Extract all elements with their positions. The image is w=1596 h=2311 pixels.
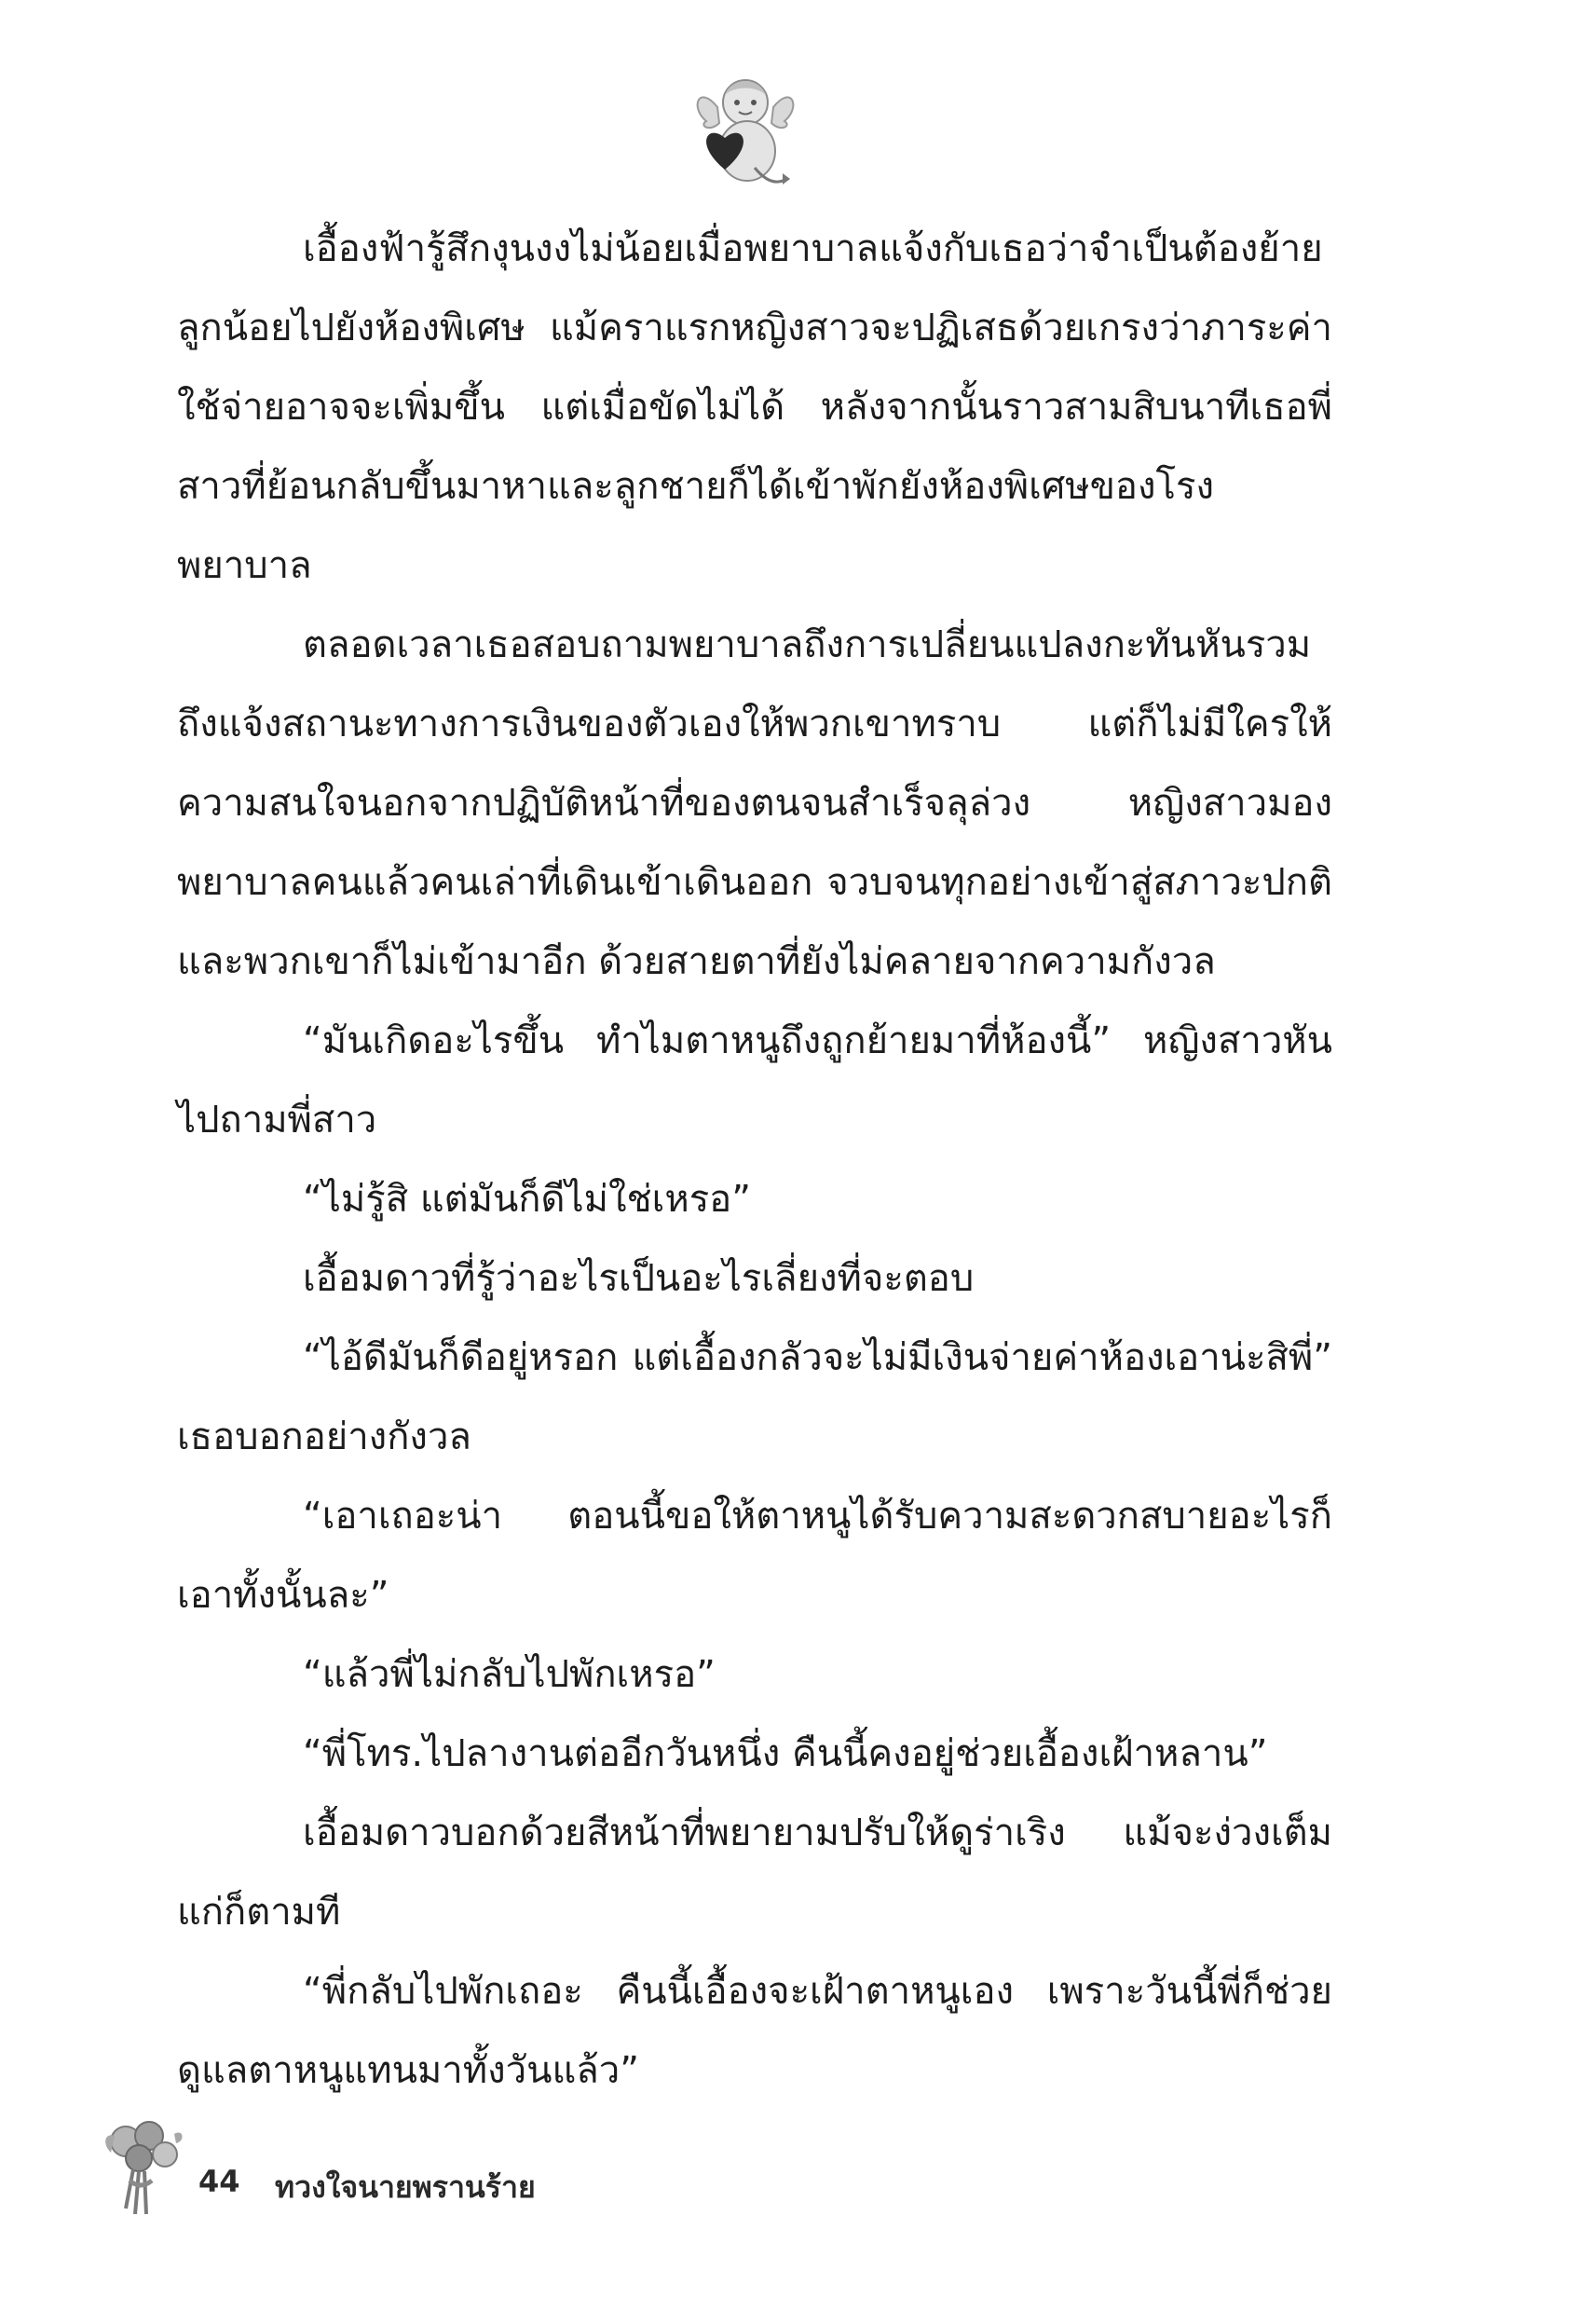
page-footer [98,2115,750,2218]
paragraph: ตลอดเวลาเธอสอบถามพยาบาลถึงการเปลี่ยนแปลงกะทันหันรวมถึงแจ้งสถานะทางการเงินของตัวเองให้พวกเขาทราบ แต่ก็ไม่มีใครให้ความสนใจนอกจากปฏิบัติหน้าที่ของตนจนสำเร็จลุล่วง หญิงสาวมองพยาบาลคนแล้วคนเล่าที่เดินเข้าเดินออก จวบจนทุกอย่างเข้าสู่สภาวะปกติและพวกเขาก็ไม่เข้ามาอีก ด้วยสายตาที่ยังไม่คลายจากความกังวล [177,623,1332,983]
paragraph: เอื้อมดาวที่รู้ว่าอะไรเป็นอะไรเลี่ยงที่จะตอบ [303,1257,975,1300]
book-title: ทวงใจนายพรานร้าย [275,2169,536,2205]
dialogue-paragraph: “มันเกิดอะไรขึ้น ทำไมตาหนูถึงถูกย้ายมาที่ห้องนี้” หญิงสาวหันไปถามพี่สาว [177,1019,1332,1142]
dialogue-paragraph: “พี่โทร.ไปลางานต่ออีกวันหนึ่ง คืนนี้คงอยู่ช่วยเอื้องเฝ้าหลาน” [303,1732,1268,1775]
dialogue-paragraph: “ไอ้ดีมันก็ดีอยู่หรอก แต่เอื้องกลัวจะไม่มีเงินจ่ายค่าห้องเอาน่ะสิพี่” เธอบอกอย่างกังวล [177,1336,1332,1458]
dialogue-paragraph: “ไม่รู้สิ แต่มันก็ดีไม่ใช่เหรอ” [303,1178,751,1221]
story-text [177,210,1332,2111]
cupid-holding-heart-icon [689,65,801,196]
dialogue-paragraph: “พี่กลับไปพักเถอะ คืนนี้เอื้องจะเฝ้าตาหนูเอง เพราะวันนี้พี่ก็ช่วยดูแลตาหนูแทนมาทั้งวันแล้ว” [177,1970,1332,2092]
flower-bouquet-icon [98,2115,186,2218]
paragraph: เอื้อมดาวบอกด้วยสีหน้าที่พยายามปรับให้ดูร่าเริง แม้จะง่วงเต็มแก่ก็ตามที [177,1812,1332,1934]
paragraph: เอื้องฟ้ารู้สึกงุนงงไม่น้อยเมื่อพยาบาลแจ้งกับเธอว่าจำเป็นต้องย้ายลูกน้อยไปยังห้องพิเศษ แม้คราแรกหญิงสาวจะปฏิเสธด้วยเกรงว่าภาระค่าใช้จ่ายอาจจะเพิ่มขึ้น แต่เมื่อขัดไม่ได้ หลังจากนั้นราวสามสิบนาทีเธอพี่สาวที่ย้อนกลับขึ้นมาหาและลูกชายก็ได้เข้าพักยังห้องพิเศษของโรงพยาบาล [177,227,1332,587]
page-number: 44 [198,2164,240,2199]
dialogue-paragraph: “เอาเถอะน่า ตอนนี้ขอให้ตาหนูได้รับความสะดวกสบายอะไรก็เอาทั้งนั้นละ” [177,1495,1332,1617]
dialogue-paragraph: “แล้วพี่ไม่กลับไปพักเหรอ” [303,1653,716,1696]
